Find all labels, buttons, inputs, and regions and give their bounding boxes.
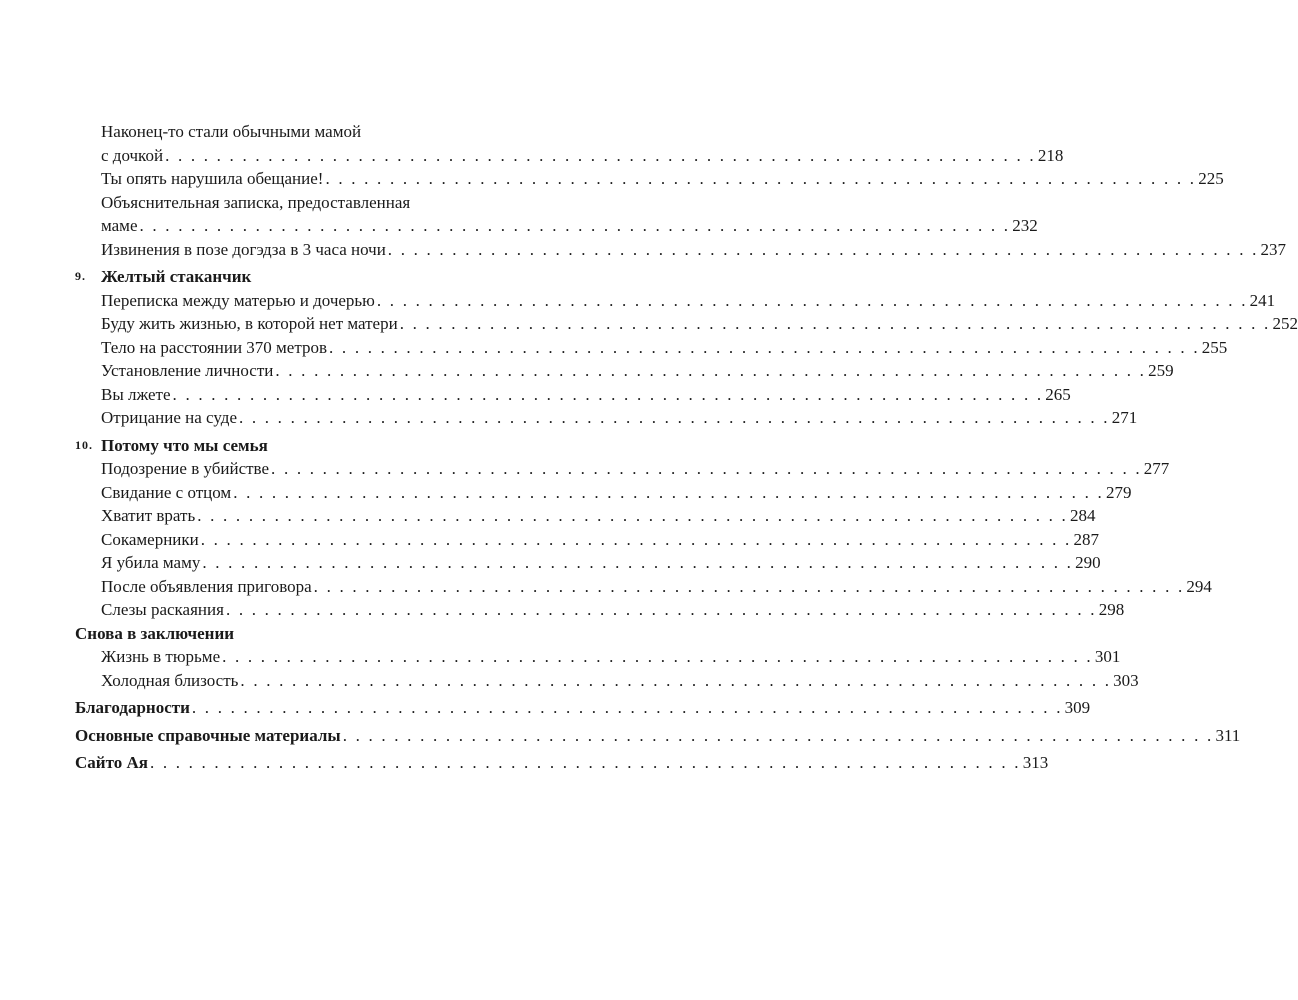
toc-entry-text: Слезы раскаяния — [101, 600, 224, 619]
toc-entry — [0, 336, 1228, 360]
toc-entry-text: Свидание с отцом — [101, 482, 232, 502]
toc-page-number: 279 — [1105, 482, 1132, 502]
toc-entry — [0, 144, 1064, 168]
toc-entry — [0, 406, 1138, 430]
toc-page-number: 271 — [1111, 408, 1138, 427]
toc-entry-text: Жизнь в тюрьме — [101, 647, 221, 666]
dot-leader: . . . . . . . . . . . . . . . . . . . . . . . . . . . . . . . . . . . . . . . . . . . . . . . . . . . . . . . . . . . . . . . . . . . . — [139, 216, 1011, 235]
dot-leader: . . . . . . . . . . . . . . . . . . . . . . . . . . . . . . . . . . . . . . . . . . . . . . . . . . . . . . . . . . . . . . . . . . . . — [149, 753, 1021, 772]
toc-entry — [0, 457, 1170, 481]
toc-entry — [0, 669, 1139, 693]
dot-leader: . . . . . . . . . . . . . . . . . . . . . . . . . . . . . . . . . . . . . . . . . . . . . . . . . . . . . . . . . . . . . . . . . . . . — [225, 600, 1097, 619]
dot-leader: . . . . . . . . . . . . . . . . . . . . . . . . . . . . . . . . . . . . . . . . . . . . . . . . . . . . . . . . . . . . . . . . . . . . — [202, 553, 1074, 572]
toc-page-number: 303 — [1113, 670, 1139, 690]
toc-entry-text: Установление личности — [101, 361, 274, 380]
dot-leader: . . . . . . . . . . . . . . . . . . . . . . . . . . . . . . . . . . . . . . . . . . . . . . . . . . . . . . . . . . . . . . . . . . . . — [191, 698, 1063, 717]
toc-entry-text: с дочкой — [101, 145, 164, 165]
dot-leader: . . . . . . . . . . . . . . . . . . . . . . . . . . . . . . . . . . . . . . . . . . . . . . . . . . . . . . . . . . . . . . . . . . . . — [222, 647, 1093, 666]
table-of-contents — [0, 120, 1298, 775]
toc-entry — [0, 312, 1298, 336]
chapter-heading — [0, 265, 644, 289]
toc-page-number: 284 — [1069, 506, 1096, 525]
dot-leader: . . . . . . . . . . . . . . . . . . . . . . . . . . . . . . . . . . . . . . . . . . . . . . . . . . . . . . . . . . . . . . . . . . . . — [238, 408, 1110, 427]
chapter-title: Желтый стаканчик — [101, 267, 252, 286]
toc-page-number: 225 — [1198, 169, 1224, 188]
toc-page-number: 294 — [1186, 576, 1212, 596]
toc-entry-text: Хватит врать — [101, 506, 196, 525]
toc-entry-text: Я убила маму — [101, 553, 201, 572]
toc-entry-text: Наконец-то стали обычными мамой — [101, 122, 362, 141]
toc-entry-line — [0, 191, 644, 215]
dot-leader: . . . . . . . . . . . . . . . . . . . . . . . . . . . . . . . . . . . . . . . . . . . . . . . . . . . . . . . . . . . . . . . . . . . . — [399, 314, 1271, 333]
toc-page-number: 311 — [1215, 725, 1241, 745]
toc-page-number: 232 — [1012, 216, 1038, 235]
dot-leader: . . . . . . . . . . . . . . . . . . . . . . . . . . . . . . . . . . . . . . . . . . . . . . . . . . . . . . . . . . . . . . . . . . . . — [197, 506, 1068, 525]
chapter-number: 10. — [75, 437, 93, 452]
toc-entry-text: Подозрение в убийстве — [101, 459, 270, 478]
toc-entry-text: Холодная близость — [101, 670, 239, 690]
dot-leader: . . . . . . . . . . . . . . . . . . . . . . . . . . . . . . . . . . . . . . . . . . . . . . . . . . . . . . . . . . . . . . . . . . . . — [271, 459, 1142, 478]
toc-entry-text: Сайто Ая — [75, 753, 148, 772]
dot-leader: . . . . . . . . . . . . . . . . . . . . . . . . . . . . . . . . . . . . . . . . . . . . . . . . . . . . . . . . . . . . . . . . . . . . — [233, 482, 1104, 502]
toc-entry-acknowledgements — [0, 696, 1091, 720]
toc-entry — [0, 289, 1276, 313]
dot-leader: . . . . . . . . . . . . . . . . . . . . . . . . . . . . . . . . . . . . . . . . . . . . . . . . . . . . . . . . . . . . . . . . . . . . — [240, 670, 1112, 690]
dot-leader: . . . . . . . . . . . . . . . . . . . . . . . . . . . . . . . . . . . . . . . . . . . . . . . . . . . . . . . . . . . . . . . . . . . . — [200, 529, 1072, 549]
toc-page-number: 255 — [1201, 337, 1228, 357]
toc-entry-text: После объявления приговора — [101, 576, 312, 596]
toc-entry — [0, 598, 1125, 622]
toc-page-number: 259 — [1148, 361, 1174, 380]
chapter-number: 9. — [75, 269, 86, 283]
dot-leader: . . . . . . . . . . . . . . . . . . . . . . . . . . . . . . . . . . . . . . . . . . . . . . . . . . . . . . . . . . . . . . . . . . . . — [329, 337, 1200, 357]
toc-entry — [0, 167, 1224, 191]
toc-entry-text: Переписка между матерью и дочерью — [101, 290, 375, 310]
toc-entry-text: Сокамерники — [101, 529, 199, 549]
toc-entry — [0, 645, 1121, 669]
toc-entry-text: Вы лжете — [101, 384, 171, 404]
toc-page-number: 277 — [1143, 459, 1170, 478]
toc-page-number: 252 — [1272, 314, 1298, 333]
toc-entry-text: Ты опять нарушила обещание! — [101, 169, 324, 188]
toc-page-number: 313 — [1022, 753, 1049, 772]
part-heading — [0, 622, 644, 646]
toc-page-number: 287 — [1073, 529, 1099, 549]
toc-entry-text: Буду жить жизнью, в которой нет матери — [101, 314, 398, 333]
toc-entry-text: Тело на расстоянии 370 метров — [101, 337, 328, 357]
dot-leader: . . . . . . . . . . . . . . . . . . . . . . . . . . . . . . . . . . . . . . . . . . . . . . . . . . . . . . . . . . . . . . . . . . . . — [172, 384, 1044, 404]
toc-entry-text: Извинения в позе догэдза в 3 часа ночи — [101, 239, 386, 259]
toc-page-number: 237 — [1260, 239, 1287, 259]
toc-entry-text: Благодарности — [75, 698, 190, 717]
toc-entry-text: Объяснительная записка, предоставленная — [101, 192, 411, 212]
dot-leader: . . . . . . . . . . . . . . . . . . . . . . . . . . . . . . . . . . . . . . . . . . . . . . . . . . . . . . . . . . . . . . . . . . . . — [376, 290, 1248, 310]
dot-leader: . . . . . . . . . . . . . . . . . . . . . . . . . . . . . . . . . . . . . . . . . . . . . . . . . . . . . . . . . . . . . . . . . . . . — [275, 361, 1147, 380]
toc-entry — [0, 528, 1099, 552]
toc-page-number: 218 — [1037, 145, 1064, 165]
toc-page-number: 290 — [1075, 553, 1101, 572]
toc-page-number: 309 — [1064, 698, 1091, 717]
toc-entry-text: Основные справочные материалы — [75, 725, 341, 745]
toc-entry — [0, 383, 1071, 407]
toc-entry-line — [0, 120, 644, 144]
toc-page-number: 298 — [1098, 600, 1125, 619]
toc-entry — [0, 551, 1101, 575]
toc-entry-text: маме — [101, 216, 138, 235]
toc-entry — [0, 238, 1287, 262]
toc-entry — [0, 481, 1132, 505]
dot-leader: . . . . . . . . . . . . . . . . . . . . . . . . . . . . . . . . . . . . . . . . . . . . . . . . . . . . . . . . . . . . . . . . . . . . — [165, 145, 1036, 165]
chapter-heading — [0, 434, 644, 458]
dot-leader: . . . . . . . . . . . . . . . . . . . . . . . . . . . . . . . . . . . . . . . . . . . . . . . . . . . . . . . . . . . . . . . . . . . . — [342, 725, 1214, 745]
toc-page-number: 265 — [1045, 384, 1071, 404]
dot-leader: . . . . . . . . . . . . . . . . . . . . . . . . . . . . . . . . . . . . . . . . . . . . . . . . . . . . . . . . . . . . . . . . . . . . — [313, 576, 1185, 596]
toc-entry — [0, 359, 1174, 383]
chapter-title: Потому что мы семья — [101, 435, 268, 455]
dot-leader: . . . . . . . . . . . . . . . . . . . . . . . . . . . . . . . . . . . . . . . . . . . . . . . . . . . . . . . . . . . . . . . . . . . . — [325, 169, 1197, 188]
toc-page-number: 241 — [1249, 290, 1276, 310]
toc-entry — [0, 575, 1212, 599]
toc-entry-references — [0, 724, 1241, 748]
toc-page-number: 301 — [1094, 647, 1121, 666]
dot-leader: . . . . . . . . . . . . . . . . . . . . . . . . . . . . . . . . . . . . . . . . . . . . . . . . . . . . . . . . . . . . . . . . . . . . — [387, 239, 1259, 259]
toc-entry — [0, 214, 1038, 238]
toc-entry — [0, 504, 1096, 528]
toc-entry-text: Отрицание на суде — [101, 408, 237, 427]
toc-entry-author — [0, 751, 1049, 775]
part-title: Снова в заключении — [75, 623, 235, 643]
